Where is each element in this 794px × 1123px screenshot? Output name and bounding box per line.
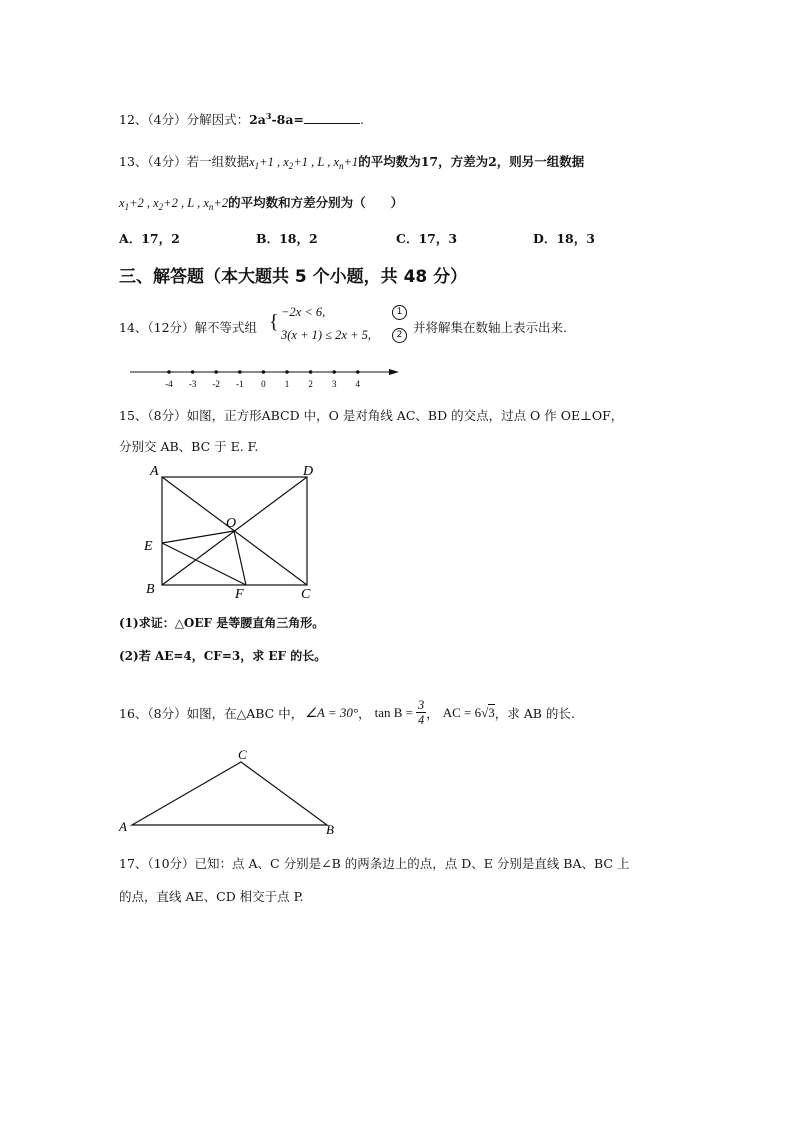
q14-brace-icon: { xyxy=(269,311,279,333)
q16-ac-lhs: AC = 6 xyxy=(442,704,482,720)
q13-middle: 的平均数为17，方差为2，则另一组数据 xyxy=(358,154,585,169)
q13-seq1: $x_1+1$ , $x_2+1$ , L , $x_n+1$ xyxy=(249,155,359,171)
q13-line2 xyxy=(119,193,403,212)
q16-triangle-figure xyxy=(115,745,345,840)
q14-inequality-2: 3(x + 1) ≤ 2x + 5, xyxy=(281,328,372,342)
number-line-tick xyxy=(167,370,171,374)
point-label-o: O xyxy=(226,516,237,531)
number-line-tick-label: 1 xyxy=(284,379,290,389)
q16-line: 16、（8分）如图，在△ABC 中， ∠A = 30° ， tan B = $\frac{3}{4}$ ， AC = 6 √ 3 ，求 AB 的长. xyxy=(119,698,575,727)
q16-fraction xyxy=(416,698,426,727)
q15-part1: (1)求证：△OEF 是等腰直角三角形。 xyxy=(119,616,325,630)
number-line-tick xyxy=(285,370,289,374)
number-line-tick xyxy=(309,370,313,374)
point-label-c: C xyxy=(301,587,311,600)
q14-number-line xyxy=(125,362,405,390)
q13-option-c[interactable]: C．17，3 xyxy=(396,231,458,246)
q17-line1: 17、（10分）已知：点 A、C 分别是∠B 的两条边上的点，点 D、E 分别是直线 BA、BC 上 xyxy=(119,856,630,871)
q13-option-d[interactable]: D．18，3 xyxy=(533,231,595,246)
number-line-tick-label: 0 xyxy=(261,379,266,389)
number-line-tick-label: -3 xyxy=(188,379,197,389)
number-line-tick-label: 4 xyxy=(355,379,361,389)
triangle-abc xyxy=(132,762,327,825)
q14-tail: 并将解集在数轴上表示出来. xyxy=(413,320,567,335)
number-line-tick-label: -1 xyxy=(236,379,244,389)
q14-inequality-system xyxy=(269,305,399,345)
point-label-f: F xyxy=(235,587,244,600)
q17-line2: 的点，直线 AE、CD 相交于点 P. xyxy=(119,889,304,904)
q13-option-b[interactable]: B．18，2 xyxy=(256,231,318,246)
q12-answer-blank[interactable] xyxy=(304,111,360,124)
segment-of xyxy=(234,531,246,585)
number-line-arrow-icon xyxy=(389,369,399,375)
point-label-b: B xyxy=(326,822,334,837)
number-line-tick xyxy=(238,370,242,374)
point-label-e: E xyxy=(144,539,153,554)
q14-inequality-1: −2x < 6, xyxy=(281,305,326,319)
number-line-tick-label: 2 xyxy=(308,379,313,389)
section-heading: 三、解答题（本大题共 5 个小题，共 48 分） xyxy=(119,267,468,287)
q16-fraction-numerator: 3 xyxy=(417,698,425,712)
point-label-d: D xyxy=(303,464,314,479)
q16-angle: ∠A = 30° xyxy=(305,704,359,720)
q12-line: 12、（4分）分解因式：$2a^3-8a=$ . xyxy=(119,111,364,127)
number-line-tick xyxy=(262,370,266,374)
q15-line2: 分别交 AB、BC 于 E. F. xyxy=(119,439,259,454)
point-label-a: A xyxy=(119,819,127,834)
q16-sqrt-value: 3 xyxy=(488,705,495,720)
q13-option-a[interactable]: A．17，2 xyxy=(119,231,180,246)
q16-tail: ，求 AB 的长. xyxy=(494,705,575,721)
q13-seq2: $x_1+2$ , $x_2+2$ , L , $x_n+2$ xyxy=(119,196,229,212)
number-line-tick-label: 3 xyxy=(331,379,337,389)
q15-line1: 15、（8分）如图，正方形ABCD 中，O 是对角线 AC、BD 的交点，过点 O 作 OE⊥OF， xyxy=(119,408,624,423)
q16-tan-lhs: tan B = xyxy=(374,704,413,720)
q15-square-figure xyxy=(140,460,330,600)
q14-label: 14、（12分）解不等式组 xyxy=(119,320,258,335)
segment-oe xyxy=(162,531,234,543)
number-line-tick xyxy=(356,370,360,374)
q13-line1 xyxy=(119,152,584,171)
q12-expr: $2a^3-8a=$ xyxy=(249,111,304,127)
number-line-tick-label: -4 xyxy=(165,379,173,389)
segment-ef xyxy=(162,543,246,585)
q13-end: 的平均数和方差分别为（ ） xyxy=(228,195,404,210)
point-label-b: B xyxy=(146,582,155,597)
number-line-tick xyxy=(332,370,336,374)
q12-label: 12、（4分）分解因式： xyxy=(119,112,250,127)
number-line-tick xyxy=(191,370,195,374)
q15-part2: (2)若 AE=4，CF=3，求 EF 的长。 xyxy=(119,649,327,663)
number-line-tick xyxy=(214,370,218,374)
q13-label: 13、（4分）若一组数据 xyxy=(119,154,250,169)
q14-circle-1-icon: 1 xyxy=(392,305,407,320)
sqrt-icon: √ xyxy=(481,704,489,720)
point-label-c: C xyxy=(238,747,247,762)
q14-circle-2-icon: 2 xyxy=(392,328,407,343)
number-line-tick-label: -2 xyxy=(212,379,220,389)
q16-label: 16、（8分）如图，在△ABC 中， xyxy=(119,705,304,721)
point-label-a: A xyxy=(150,464,159,479)
q16-fraction-denominator: 4 xyxy=(417,713,425,727)
